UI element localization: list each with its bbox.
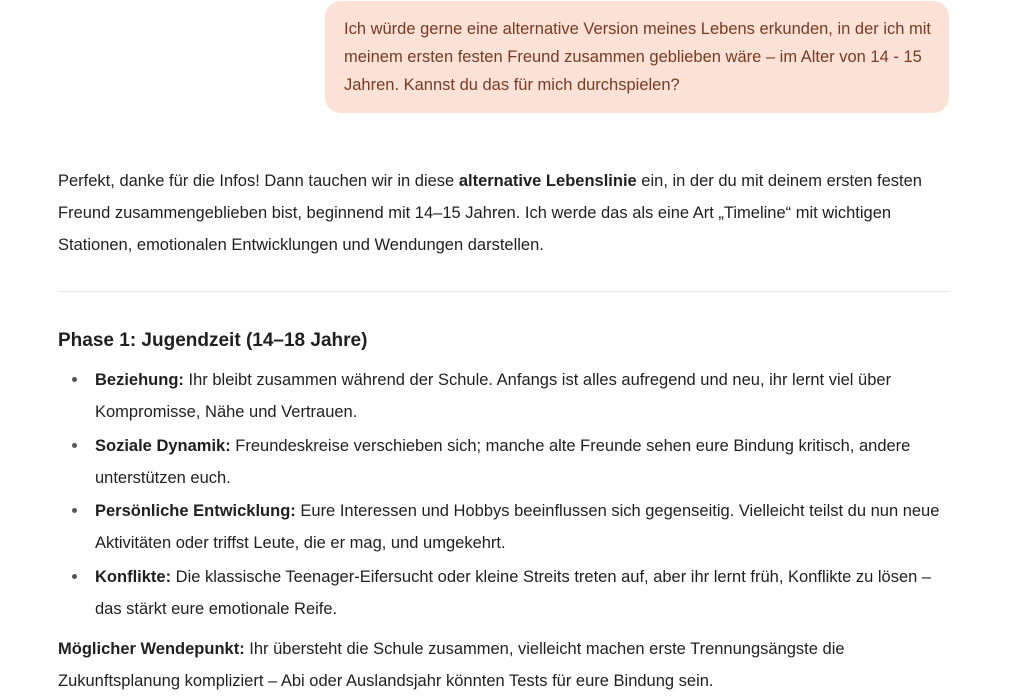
assistant-intro-paragraph[interactable] [58,165,958,261]
bullet-dot-icon [72,443,77,448]
bullet-text: Ihr bleibt zusammen während der Schule. Anfangs ist alles aufregend und neu, ihr lernt viel über Kompromisse, Nähe und Vertrauen. [95,371,892,421]
intro-bold-phrase: alternative Lebenslinie [458,172,637,190]
intro-text-end: ein, in der du mit deinem ersten festen Freund zusammengeblieben bist, beginnend mit 14–15 Jahren. Ich werde das als eine Art „Timeline“ mit wichtigen Stationen, emotionalen Entwicklungen und Wendungen darstellen. [58,172,922,254]
bullet-text: Eure Interessen und Hobbys beeinflussen sich gegenseitig. Vielleicht teilst du nun neue Aktivitäten oder triffst Leute, die er mag, und umgekehrt. [95,502,940,552]
user-message-bubble [325,1,949,113]
assistant-message [58,165,958,261]
section-divider [58,291,950,292]
turning-point-label: Möglicher Wendepunkt: [58,640,245,658]
list-item[interactable] [58,495,958,559]
list-item[interactable] [58,364,958,428]
bullet-label: Beziehung: [95,371,184,389]
bullet-dot-icon [72,508,77,513]
phase-heading: Phase 1: Jugendzeit (14–18 Jahre) [58,330,368,351]
bullet-dot-icon [72,574,77,579]
turning-point-paragraph[interactable] [58,633,958,697]
list-item[interactable] [58,561,958,625]
phase-bullet-list [58,364,958,626]
user-message-text[interactable]: Ich würde gerne eine alternative Version meines Lebens erkunden, in der ich mit meinem ersten festen Freund zusammen geblieben wäre – im Alter von 14 - 15 Jahren. Kannst du das für mich durchspielen? [344,20,932,94]
bullet-text: Freundeskreise verschieben sich; manche alte Freunde sehen eure Bindung kritisch, andere unterstützen euch. [95,436,911,487]
bullet-text: Die klassische Teenager-Eifersucht oder kleine Streits treten auf, aber ihr lernt früh, Konflikte zu lösen – das stärkt eure emotionale Reife. [95,567,932,618]
bullet-dot-icon [72,377,77,382]
bullet-label: Soziale Dynamik: [95,436,231,455]
bullet-label: Persönliche Entwicklung: [95,502,296,520]
bullet-label: Konflikte: [95,567,172,586]
list-item[interactable] [58,430,958,494]
intro-text-start: Perfekt, danke für die Infos! Dann tauchen wir in diese [58,172,459,190]
turning-point-text: Ihr übersteht die Schule zusammen, vielleicht machen erste Trennungsängste die Zukunftsplanung kompliziert – Abi oder Auslandsjahr könnten Tests für eure Bindung sein. [58,640,845,690]
